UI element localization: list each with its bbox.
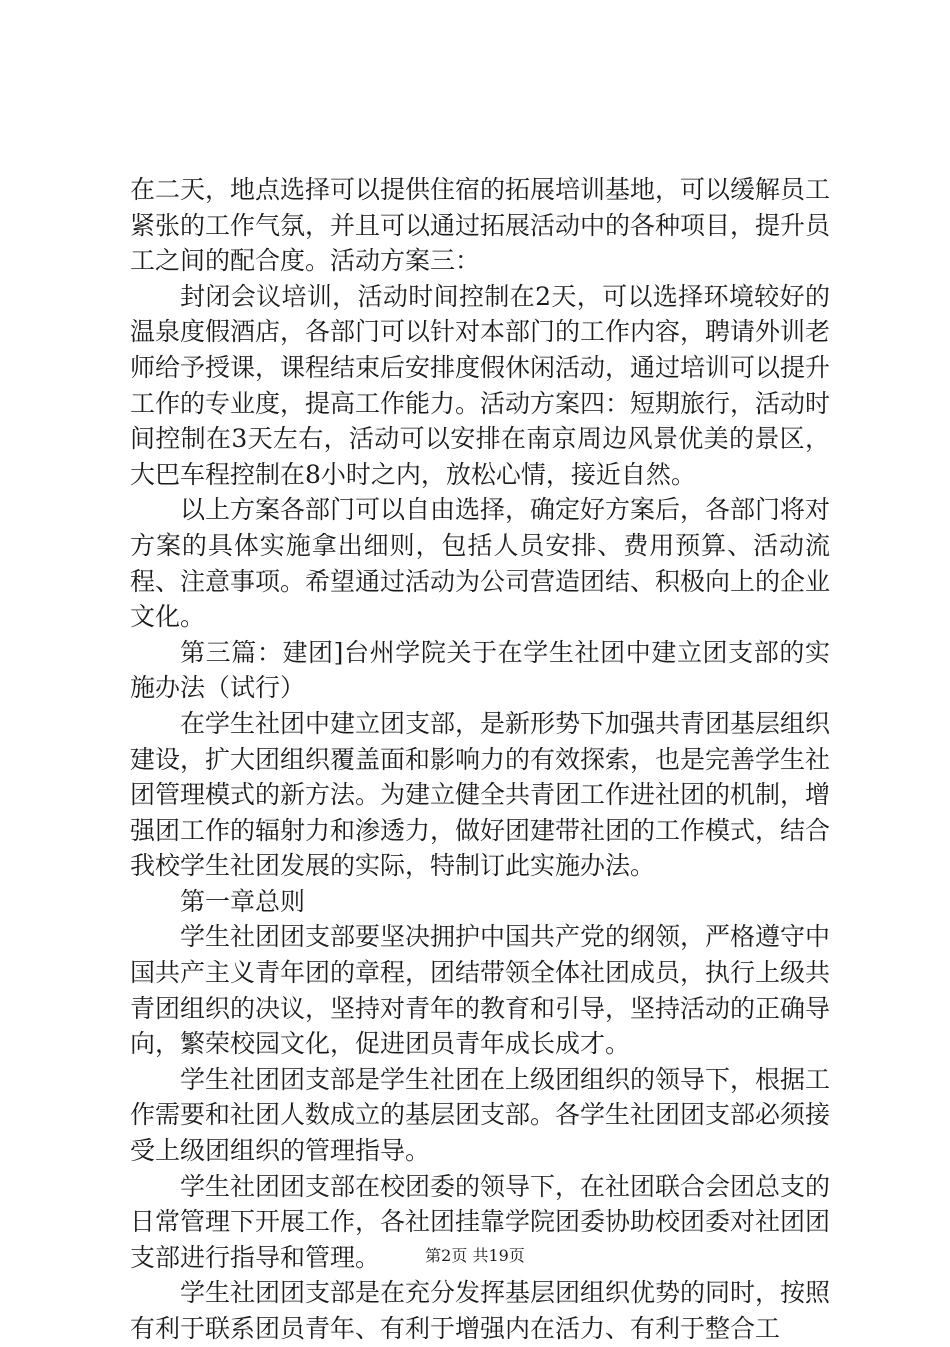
page-footer <box>0 1243 950 1266</box>
paragraph: 以上方案各部门可以自由选择，确定好方案后，各部门将对方案的具体实施拿出细则，包括人员安排、费用预算、活动流程、注意事项。希望通过活动为公司营造团结、积极向上的企业文化。 <box>130 495 831 632</box>
paragraph: 学生社团团支部是在充分发挥基层团组织优势的同时，按照有利于联系团员青年、有利于增强内在活力、有利于整合工 <box>130 1278 831 1343</box>
page-number: 第2页 共19页 <box>425 1246 525 1265</box>
chapter-heading: 第一章总则 <box>180 886 306 916</box>
paragraph: 学生社团团支部是学生社团在上级团组织的领导下，根据工作需要和社团人数成立的基层团支部。各学生社团团支部必须接受上级团组织的管理指导。 <box>130 1064 831 1166</box>
paragraph: 封闭会议培训，活动时间控制在2天，可以选择环境较好的温泉度假酒店，各部门可以针对本部门的工作内容，聘请外训老师给予授课，课程结束后安排度假休闲活动，通过培训可以提升工作的专业度，提高工作能力。活动方案四：短期旅行，活动时间控制在3天左右，活动可以安排在南京周边风景优美的景区，大巴车程控制在8小时之内，放松心情，接近自然。 <box>130 281 831 489</box>
paragraph: 在学生社团中建立团支部，是新形势下加强共青团基层组织建设，扩大团组织覆盖面和影响力的有效探索，也是完善学生社团管理模式的新方法。为建立健全共青团工作进社团的机制，增强团工作的辐射力和渗透力，做好团建带社团的工作模式，结合我校学生社团发展的实际，特制订此实施办法。 <box>130 708 831 881</box>
document-body <box>130 172 830 1347</box>
paragraph: 学生社团团支部要坚决拥护中国共产党的纲领，严格遵守中国共产主义青年团的章程，团结带领全体社团成员，执行上级共青团组织的决议，坚持对青年的教育和引导，坚持活动的正确导向，繁荣校园文化，促进团员青年成长成才。 <box>130 922 831 1059</box>
paragraph: 在二天，地点选择可以提供住宿的拓展培训基地，可以缓解员工紧张的工作气氛，并且可以通过拓展活动中的各种项目，提升员工之间的配合度。活动方案三： <box>130 175 831 276</box>
paragraph: 学生社团团支部在校团委的领导下，在社团联合会团总支的日常管理下开展工作，各社团挂靠学院团委协助校团委对社团团支部进行指导和管理。 <box>130 1171 831 1272</box>
section-heading: 第三篇：建团]台州学院关于在学生社团中建立团支部的实施办法（试行） <box>130 637 830 703</box>
